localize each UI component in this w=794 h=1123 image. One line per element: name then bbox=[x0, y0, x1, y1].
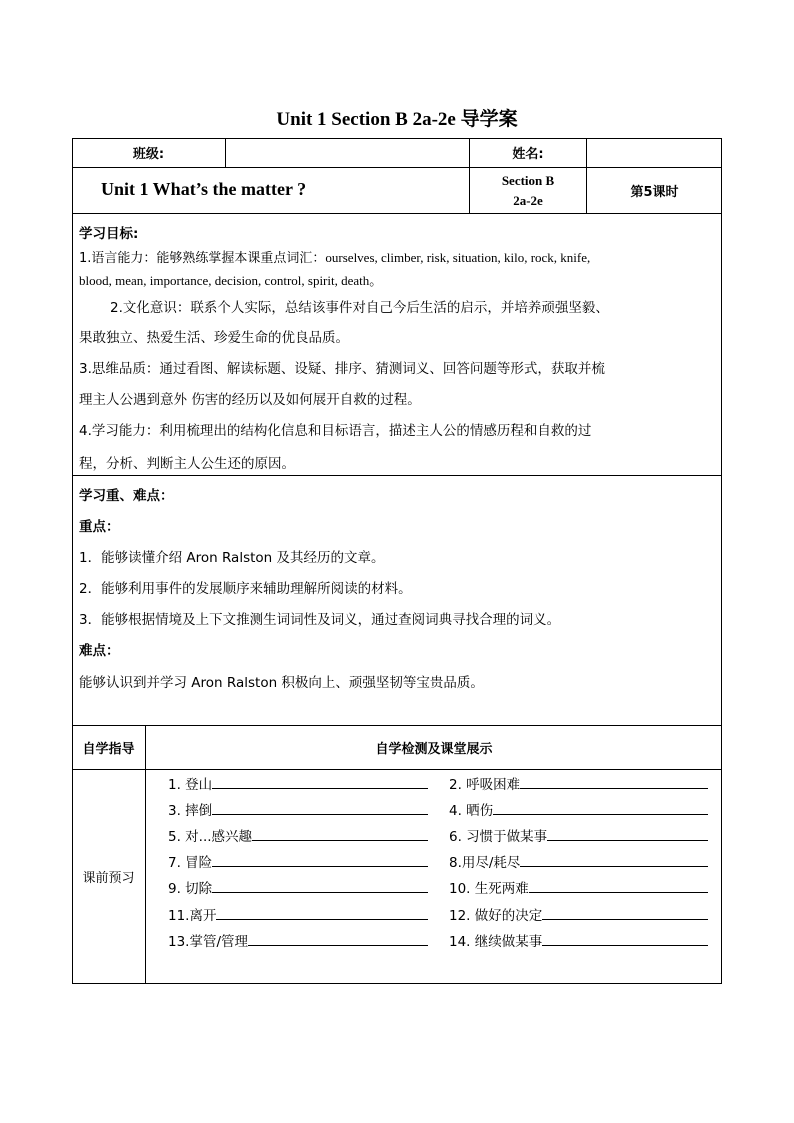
vocab-label: 12. 做好的决定 bbox=[449, 908, 543, 924]
section-line2: 2a-2e bbox=[513, 193, 543, 208]
focus-item-3: 3．能够根据情境及上下文推测生词词性及词义，通过查阅词典寻找合理的词义。 bbox=[79, 612, 561, 628]
class-field[interactable] bbox=[226, 138, 469, 167]
vocab-item bbox=[449, 930, 708, 950]
objective-4a: 4.学习能力：利用梳理出的结构化信息和目标语言，描述主人公的情感历程和自救的过 bbox=[79, 423, 592, 439]
answer-blank[interactable] bbox=[212, 800, 428, 815]
answer-blank[interactable] bbox=[212, 774, 428, 789]
objective-1-words-b: blood, mean, importance, decision, control, spirit, death。 bbox=[79, 273, 383, 288]
answer-blank[interactable] bbox=[252, 826, 428, 841]
name-field[interactable] bbox=[587, 138, 722, 167]
focus-item-1: 1．能够读懂介绍 Aron Ralston 及其经历的文章。 bbox=[79, 550, 385, 566]
answer-blank[interactable] bbox=[542, 905, 708, 920]
guide-col2-header: 自学检测及课堂展示 bbox=[375, 741, 493, 757]
vocab-label: 14. 继续做某事 bbox=[449, 934, 543, 950]
vocab-label: 11.离开 bbox=[168, 908, 217, 924]
section-line1: Section B bbox=[501, 173, 555, 188]
vocab-item bbox=[449, 773, 708, 793]
preview-label: 课前预习 bbox=[82, 871, 135, 886]
vocab-label: 13.掌管/管理 bbox=[168, 934, 249, 950]
vocab-item bbox=[168, 930, 428, 950]
answer-blank[interactable] bbox=[542, 931, 708, 946]
answer-blank[interactable] bbox=[212, 852, 428, 867]
vocab-item bbox=[168, 773, 428, 793]
vocab-label: 8.用尽/耗尽 bbox=[449, 855, 521, 871]
vocab-label: 6. 习惯于做某事 bbox=[449, 829, 548, 845]
vocab-label: 2. 呼吸困难 bbox=[449, 777, 521, 793]
vocab-label: 3. 摔倒 bbox=[168, 803, 213, 819]
unit-title: Unit 1 What’s the matter ? bbox=[101, 179, 307, 199]
guide-col1-header: 自学指导 bbox=[82, 741, 135, 757]
vocab-label: 10. 生死两难 bbox=[449, 881, 529, 897]
vocab-label: 1. 登山 bbox=[168, 777, 213, 793]
difficulty-label: 难点： bbox=[79, 643, 120, 659]
class-label: 班级: bbox=[132, 147, 165, 162]
vocab-item bbox=[168, 877, 428, 897]
answer-blank[interactable] bbox=[520, 852, 708, 867]
focus-item-2: 2．能够利用事件的发展顺序来辅助理解所阅读的材料。 bbox=[79, 581, 412, 597]
name-label: 姓名: bbox=[512, 147, 544, 162]
answer-blank[interactable] bbox=[547, 826, 708, 841]
vocab-item bbox=[168, 825, 428, 845]
page-title: Unit 1 Section B 2a-2e 导学案 bbox=[276, 109, 518, 130]
vocab-item bbox=[449, 825, 708, 845]
answer-blank[interactable] bbox=[212, 878, 428, 893]
objective-1-prefix: 1.语言能力：能够熟练掌握本课重点词汇： bbox=[79, 251, 326, 266]
objective-2a: 2.文化意识：联系个人实际，总结该事件对自己今后生活的启示，并培养顽强坚毅、 bbox=[110, 300, 609, 316]
vocab-item bbox=[168, 851, 428, 871]
objectives-heading: 学习目标: bbox=[79, 226, 139, 242]
period-label: 第5课时 bbox=[630, 185, 679, 200]
difficulty-item-1: 能够认识到并学习 Aron Ralston 积极向上、顽强坚韧等宝贵品质。 bbox=[79, 675, 484, 691]
answer-blank[interactable] bbox=[529, 878, 708, 893]
vocab-item bbox=[449, 877, 708, 897]
vocab-label: 5. 对...感兴趣 bbox=[168, 829, 253, 845]
objective-2b: 果敢独立、热爱生活、珍爱生命的优良品质。 bbox=[79, 330, 349, 346]
vocab-item bbox=[449, 799, 708, 819]
keypoints-heading: 学习重、难点： bbox=[79, 488, 174, 504]
objective-3a: 3.思维品质：通过看图、解读标题、设疑、排序、猜测词义、回答问题等形式，获取并梳 bbox=[79, 361, 605, 377]
answer-blank[interactable] bbox=[248, 931, 428, 946]
section-cell bbox=[470, 168, 586, 213]
objective-4b: 程，分析、判断主人公生还的原因。 bbox=[79, 456, 295, 472]
vocab-label: 4. 晒伤 bbox=[449, 803, 494, 819]
vocab-label: 9. 切除 bbox=[168, 881, 213, 897]
answer-blank[interactable] bbox=[216, 905, 428, 920]
objective-1-words-a: ourselves, climber, risk, situation, kilo, rock, knife, bbox=[325, 250, 591, 265]
vocab-item bbox=[168, 799, 428, 819]
vocab-item bbox=[449, 904, 708, 924]
objective-3b: 理主人公遇到意外 伤害的经历以及如何展开自救的过程。 bbox=[79, 392, 421, 408]
vocab-item bbox=[168, 904, 428, 924]
answer-blank[interactable] bbox=[520, 774, 708, 789]
answer-blank[interactable] bbox=[493, 800, 708, 815]
focus-label: 重点： bbox=[79, 519, 120, 535]
vocab-item bbox=[449, 851, 708, 871]
vocab-label: 7. 冒险 bbox=[168, 855, 213, 871]
